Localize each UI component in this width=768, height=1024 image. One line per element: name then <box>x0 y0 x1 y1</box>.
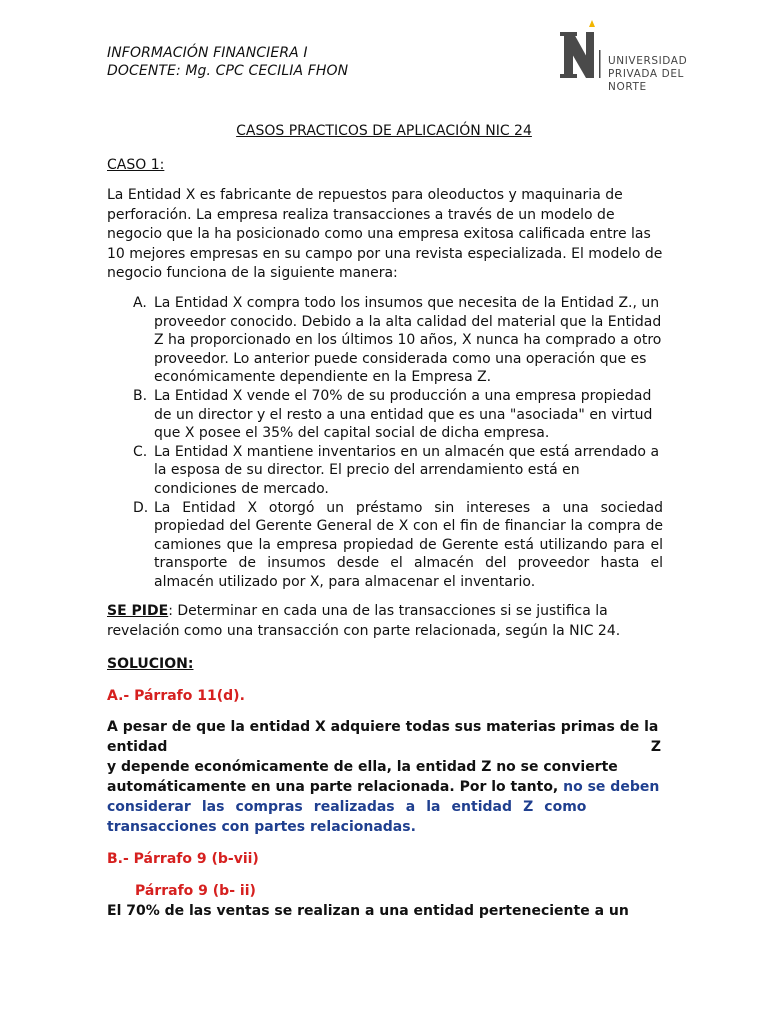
paragraph-b2-reference: Párrafo 9 (b- ii) <box>135 883 256 899</box>
upn-emblem-icon <box>556 18 606 82</box>
list-item <box>133 499 663 592</box>
answer-line: entidad Z <box>107 739 661 755</box>
answer-a-paragraph <box>107 717 661 837</box>
answer-line: automáticamente en una parte relacionada. Por lo tanto, no se deben <box>107 779 660 795</box>
solution-heading: SOLUCION: <box>107 656 194 672</box>
list-marker: D. <box>133 499 149 516</box>
paragraph-b-reference: B.- Párrafo 9 (b-vii) <box>107 851 259 867</box>
answer-line: considerar las compras realizadas a la entidad Z como <box>107 799 587 815</box>
list-item <box>133 387 663 443</box>
university-logo <box>556 18 716 93</box>
list-marker: C. <box>133 443 148 460</box>
list-item <box>133 294 663 387</box>
requirement-label: SE PIDE <box>107 603 169 619</box>
list-item-text: La Entidad X vende el 70% de su producción a una empresa propiedad de un director y el resto a una entidad que es una "asociada" en virtud que X posee el 35% del capital social de dicha empresa. <box>154 387 653 442</box>
list-marker: A. <box>133 295 147 311</box>
teacher-name: DOCENTE: Mg. CPC CECILIA FHON <box>107 63 349 79</box>
list-marker: B. <box>133 387 148 404</box>
list-item-text: La Entidad X compra todo los insumos que necesita de la Entidad Z., un proveedor conocido. Debido a la alta calidad del material que la Entidad Z ha proporcionado en los últimos 10 años, X nunca ha comprado a otro proveedor. Lo anterior puede considerada como una operación que es económicamente dependiente en la Empresa Z. <box>154 295 662 386</box>
list-item <box>133 443 663 499</box>
answer-b-text: El 70% de las ventas se realizan a una entidad perteneciente a un <box>107 903 629 919</box>
answer-line: y depende económicamente de ella, la entidad Z no se convierte <box>107 759 618 775</box>
answer-line: transacciones con partes relacionadas. <box>107 819 416 835</box>
case-heading: CASO 1: <box>107 157 165 173</box>
list-item-text: La Entidad X mantiene inventarios en un almacén que está arrendado a la esposa de su director. El precio del arrendamiento está en condiciones de mercado. <box>154 443 660 497</box>
transactions-list <box>133 294 663 592</box>
document-header <box>107 44 348 80</box>
university-name: UNIVERSIDAD PRIVADA DEL NORTE <box>608 55 688 93</box>
answer-line: A pesar de que la entidad X adquiere todas sus materias primas de la <box>107 719 659 735</box>
paragraph-a-reference: A.- Párrafo 11(d). <box>107 688 245 704</box>
document-title: CASOS PRACTICOS DE APLICACIÓN NIC 24 <box>236 123 532 139</box>
list-item-text: La Entidad X otorgó un préstamo sin intereses a una sociedad propiedad del Gerente General de X con el fin de financiar la compra de camiones que la empresa propiedad de Gerente está utilizando para el transporte de insumos desde el almacén del proveedor hasta el almacén utilizado por X, para almacenar el inventario. <box>154 499 663 590</box>
course-name: INFORMACIÓN FINANCIERA I <box>107 45 308 61</box>
intro-paragraph: La Entidad X es fabricante de repuestos para oleoductos y maquinaria de perforación. La empresa realiza transacciones a través de un modelo de negocio que la ha posicionado como una empresa exitosa calificada entre las 10 mejores empresas en su campo por una revista especializada. El modelo de negocio funciona de la siguiente manera: <box>107 187 663 281</box>
requirement-text: : Determinar en cada una de las transacciones si se justifica la revelación como una transacción con parte relacionada, según la NIC 24. <box>107 603 621 639</box>
requirement-paragraph <box>107 602 667 641</box>
